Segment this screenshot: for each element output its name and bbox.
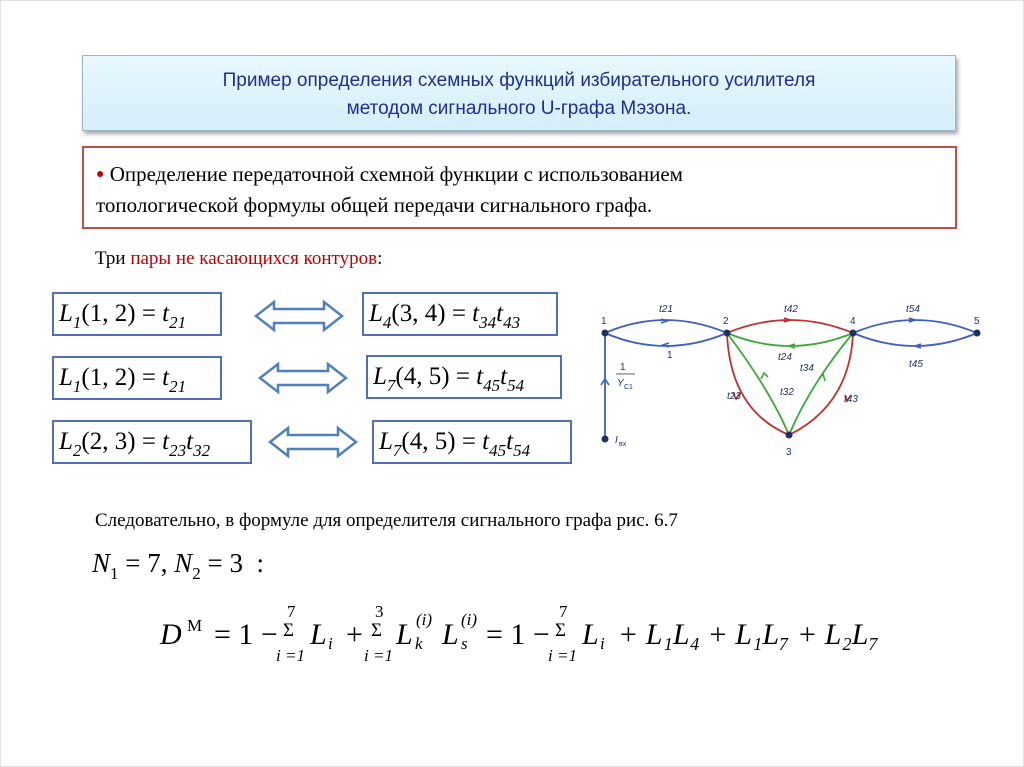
double-arrow-icon [268, 425, 358, 459]
svg-text:1: 1 [601, 316, 607, 327]
svg-text:2: 2 [723, 316, 729, 327]
svg-text:t43: t43 [844, 394, 858, 405]
loop-formula-l7-a: $L_7(4$, $5) = t_{45}t_{54}$ [366, 355, 562, 399]
loop-formula-l7-b: $L_7(4$, $5) = t_{45}t_{54}$ [372, 420, 572, 464]
svg-text:t21: t21 [659, 304, 673, 315]
svg-text:3: 3 [786, 447, 792, 458]
definition-line-1: ● Определение передаточной схемной функции с использованием [96, 162, 683, 186]
svg-text:t45: t45 [909, 359, 923, 370]
slide-title [82, 55, 956, 131]
svg-text:1: 1 [667, 350, 673, 361]
svg-text:5: 5 [974, 316, 980, 327]
n-values: $N_1 = 7$, $N_2 = 3$ : [92, 548, 265, 583]
loop-formula-l4: $L_4(3$, $4) = t_{34}t_{43}$ [362, 292, 558, 336]
double-arrow-icon [258, 361, 348, 395]
svg-text:4: 4 [850, 316, 856, 327]
title-line-1: Пример определения схемных функций избирательного усилителя [222, 70, 816, 91]
definition-line-2: топологической формулы общей передачи сигнального графа. [96, 193, 653, 217]
conclusion-note: Следовательно, в формуле для определителя сигнального графа рис. 6.7 [95, 510, 678, 531]
svg-text:t54: t54 [906, 304, 920, 315]
title-line-2: методом сигнального U-графа Мэзона. [346, 98, 692, 119]
signal-graph [595, 295, 995, 465]
svg-text:1: 1 [620, 362, 626, 373]
loop-formula-l1-b: $L_1(1$, $2) = t_{21}$ [52, 356, 222, 400]
loop-formula-l2: $L_2(2$, $3) = t_{23}t_{32}$ [52, 420, 252, 464]
svg-text:вх: вх [619, 441, 627, 448]
svg-text:Y: Y [617, 378, 624, 389]
svg-text:t23: t23 [727, 391, 741, 402]
loop-formula-l1-a: $L_1(1$, $2) = t_{21}$ [52, 292, 222, 336]
definition-box [82, 146, 957, 229]
double-arrow-icon [254, 299, 344, 333]
svg-text:t24: t24 [778, 352, 792, 363]
pairs-intro: Три пары не касающихся контуров: [95, 248, 383, 269]
svg-text:t32: t32 [780, 387, 794, 398]
bullet-icon: ● [96, 167, 105, 182]
svg-text:t42: t42 [784, 304, 798, 315]
determinant-formula: D M = 1 − 7 Σ i =1 L i + 3 Σ i =1 L k (i) L s (i) = 1 − 7 Σ i =1 L i + L₁L₄ + L₁L₇ + L₂L₇ [160, 602, 879, 665]
svg-text:t34: t34 [800, 363, 814, 374]
svg-text:C1: C1 [624, 384, 633, 391]
svg-text:I: I [615, 435, 618, 446]
